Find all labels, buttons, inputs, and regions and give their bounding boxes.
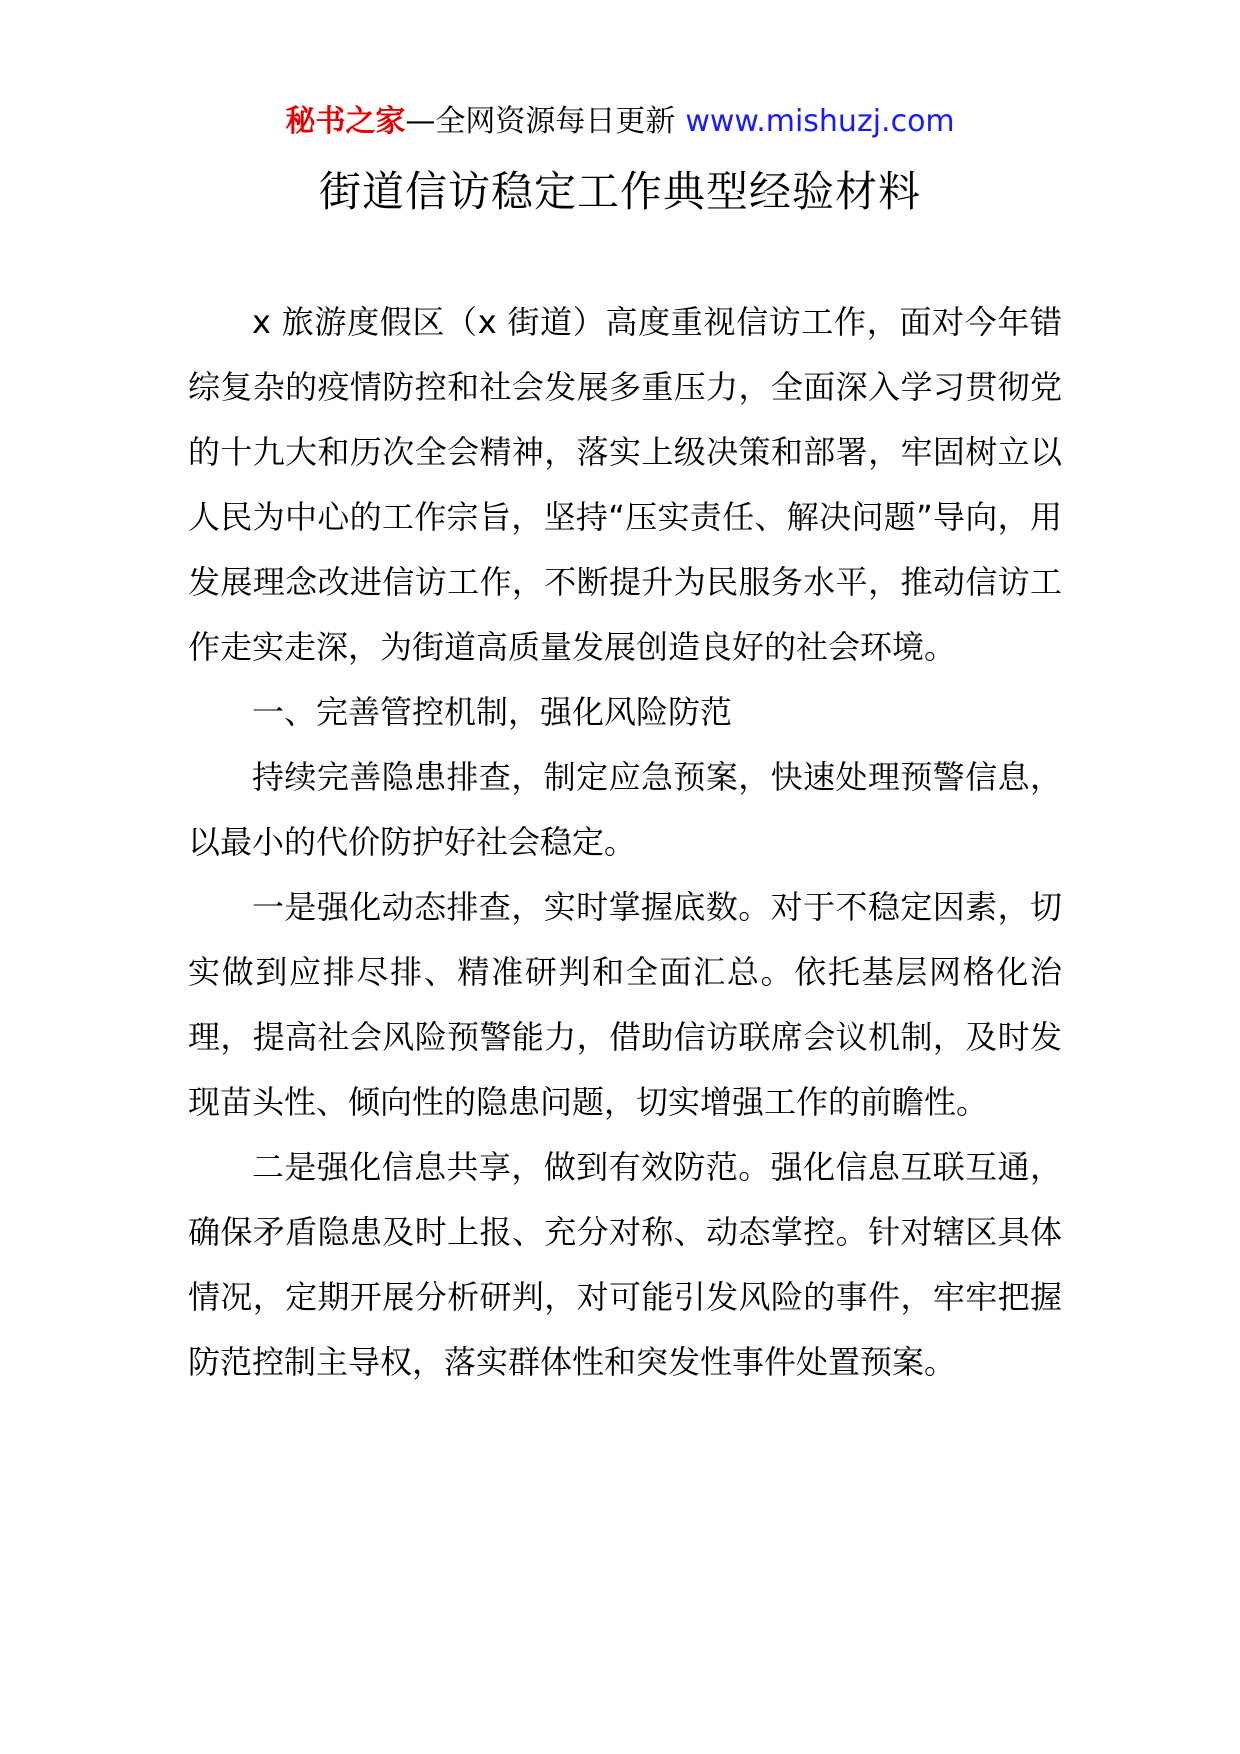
- site-header: [0, 100, 1240, 144]
- document-body: [188, 290, 1062, 1395]
- site-tagline: —全网资源每日更新: [405, 104, 676, 139]
- intro-paragraph: x 旅游度假区（x 街道）高度重视信访工作，面对今年错综复杂的疫情防控和社会发展多重压力，全面深入学习贯彻党的十九大和历次全会精神，落实上级决策和部署，牢固树立以人民为中心的工作宗旨，坚持“压实责任、解决问题”导向，用发展理念改进信访工作，不断提升为民服务水平，推动信访工作走实走深，为街道高质量发展创造良好的社会环境。: [188, 303, 1062, 666]
- section-heading: 一、完善管控机制，强化风险防范: [252, 693, 733, 731]
- point-two-paragraph: 二是强化信息共享，做到有效防范。强化信息互联互通，确保矛盾隐患及时上报、充分对称、动态掌控。针对辖区具体情况，定期开展分析研判，对可能引发风险的事件，牢牢把握防范控制主导权，落实群体性和突发性事件处置预案。: [188, 1148, 1062, 1381]
- site-url-link[interactable]: www.mishuzj.com: [685, 104, 955, 139]
- document-title: 街道信访稳定工作典型经验材料: [318, 167, 921, 216]
- site-brand: 秘书之家: [285, 104, 406, 139]
- section-summary-paragraph: 持续完善隐患排查，制定应急预案，快速处理预警信息，以最小的代价防护好社会稳定。: [188, 758, 1062, 861]
- point-one-paragraph: 一是强化动态排查，实时掌握底数。对于不稳定因素，切实做到应排尽排、精准研判和全面汇总。依托基层网格化治理，提高社会风险预警能力，借助信访联席会议机制，及时发现苗头性、倾向性的隐患问题，切实增强工作的前瞻性。: [188, 888, 1062, 1121]
